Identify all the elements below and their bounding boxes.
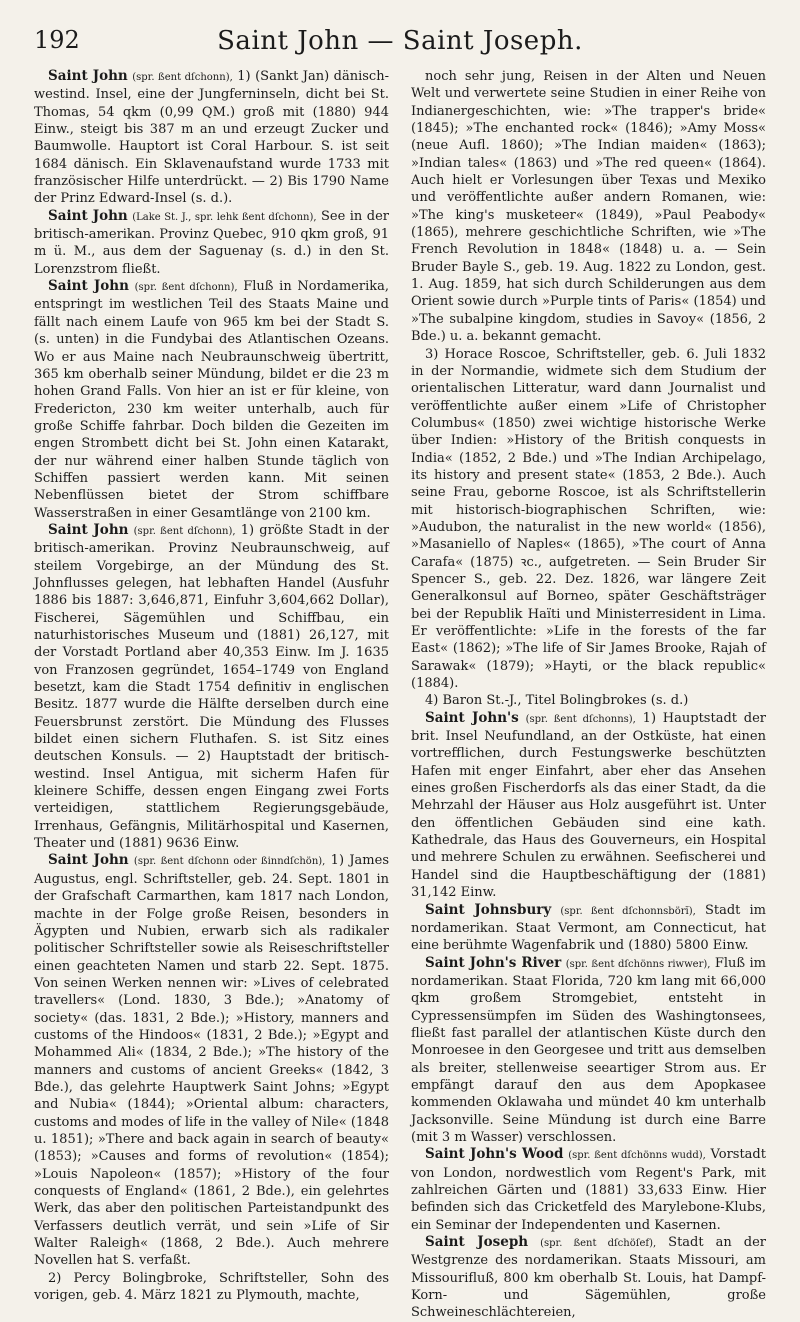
entry-text: Stadt im nordamerikan. Staat Vermont, am Connecticut, hat eine berühmte Wagenfabrik und (1880) 5800 Einw.	[411, 902, 767, 954]
entry-headword: Saint John's	[425, 709, 519, 726]
entry-text: 4) Baron St.-J., Titel Bolingbrokes (s. d.)	[425, 693, 689, 709]
entry-text: Fluß im nordamerikan. Staat Florida, 720 km lang mit 66,000 qkm großem Stromgebiet, entsteht in Cypressensümpfen im Süden des Washingtonsees, fließt fast parallel der atlantischen Küste durch den Monroesee in den Georgesee und tritt aus demselben als breiter, stellenweise seeartiger Strom aus. Er empfängt darauf den aus dem Apopkasee kommenden Oklawaha und mündet 40 km unterhalb Jacksonville. Seine Mündung ist durch eine Barre (mit 3 m Wasser) verschlossen.	[411, 955, 766, 1145]
entry-headword: Saint John	[48, 68, 128, 84]
entry-text: 1) (Sankt Jan) dänisch-westind. Insel, eine der Jungferninseln, dicht bei St. Thomas, 54 qkm (0,99 QM.) groß mit (1880) 944 Einw., steigt bis 387 m an und erzeugt Zucker und Baumwolle. Hauptort ist Coral Harbour. S. ist seit 1684 dänisch. Ein Sklavenaufstand wurde 1733 mit französischer Hilfe unterdrückt. — 2) Bis 1790 Name der Prinz Edward-Insel (s. d.).	[34, 69, 389, 207]
running-head: Saint John — Saint Joseph.	[217, 26, 583, 56]
entry-text: 3) Horace Roscoe, Schriftsteller, geb. 6. Juli 1832 in der Normandie, widmete sich dem Studium der orientalischen Litteratur, ward dann Journalist und veröffentlichte außer einem »Life of Christopher Columbus« (1850) zwei wichtige historische Werke über Indien: »History of the British conquests in India« (1852, 2 Bde.) und »The Indian Archipelago, its history and present state« (1853, 2 Bde.). Auch seine Frau, geborne Roscoe, ist als Schriftstellerin mit historisch-biographischen Schriften, wie: »Audubon, the naturalist in the new world« (1856), »Masaniello of Naples« (1865), »The court of Anna Carafa« (1875) ꝛc., aufgetreten. — Sein Bruder Sir Spencer S., geb. 22. Dez. 1826, war längere Zeit Generalkonsul auf Borneo, später Geschäftsträger bei der Republik Haïti und Ministerresident in Lima. Er veröffentlichte: »Life in the forests of the far East« (1862); »The life of Sir James Brooke, Rajah of Sarawak« (1879); »Hayti, or the black republic« (1884).	[411, 346, 766, 692]
entry-pronunciation: (spr. ßent dſchönns wudd),	[568, 1150, 706, 1162]
entry-pronunciation: (spr. ßent dſchonn oder ßinndſchön),	[133, 856, 326, 868]
dictionary-entry	[411, 1234, 766, 1322]
entry-text: Fluß in Nordamerika, entspringt im westlichen Teil des Staats Maine und fällt nach einem Laufe von 965 km bei der Stadt S. (s. unten) in die Fundybai des Atlantischen Ozeans. Wo er aus Maine nach Neubraunschweig übertritt, 365 km oberhalb seiner Mündung, bildet er die 23 m hohen Grand Falls. Von hier an ist er für kleine, von Fredericton, 230 km weiter unterhalb, auch für große Schiffe fahrbar. Doch bilden die Gezeiten im engen Strombett dicht bei St. John einen Katarakt, der nur während einer halben Stunde täglich von Schiffen passiert werden kann. Mit seinen Nebenflüssen bietet der Strom schiffbare Wasserstraßen in einer Gesamtlänge von 2100 km.	[34, 279, 390, 521]
dictionary-entry	[411, 1146, 766, 1234]
entry-headword: Saint John's Wood	[425, 1146, 564, 1163]
dictionary-entry	[34, 522, 389, 853]
entry-pronunciation: (spr. ßent dſchonn),	[132, 72, 233, 83]
entry-pronunciation: (spr. ßent dſchonn),	[133, 525, 236, 537]
left-column	[34, 68, 390, 1304]
entry-text: Stadt an der Westgrenze des nordamerikan. Staats Missouri, am Missourifluß, 800 km oberhalb St. Louis, hat Dampf-Korn- und Sägemühlen, große Schweineschlächtereien,	[411, 1235, 766, 1321]
entry-headword: Saint Johnsbury	[425, 901, 552, 918]
entry-pronunciation: (Lake St. J., spr. lehk ßent dſchonn),	[132, 211, 317, 223]
entry-text: See in der britisch-amerikan. Provinz Quebec, 910 qkm groß, 91 m ü. M., aus dem der Saguenay (s. d.) in den St. Lorenzstrom fließt.	[34, 208, 389, 277]
dictionary-entry	[34, 852, 389, 1269]
dictionary-entry	[411, 710, 766, 902]
entry-text: 2) Percy Bolingbroke, Schriftsteller, Sohn des vorigen, geb. 4. März 1821 zu Plymouth, machte,	[34, 1270, 389, 1304]
entry-text: noch sehr jung, Reisen in der Alten und Neuen Welt und verwertete seine Studien in einer Reihe von Indianergeschichten, wie: »The trapper's bride« (1845); »The enchanted rock« (1846); »Amy Moss« (neue Aufl. 1860); »The Indian maiden« (1863); »Indian tales« (1863) und »The red queen« (1864). Auch hielt er Vorlesungen über Texas und Mexiko und veröffentlichte außer andern Romanen, wie: »The king's musketeer« (1849), »Paul Peabody« (1865), mehrere geschichtliche Schriften, wie »The French Revolution in 1848« (1848) u. a. — Sein Bruder Bayle S., geb. 19. Aug. 1822 zu London, gest. 1. Aug. 1859, hat sich durch Schilderungen aus dem Orient sowie durch »Purple tints of Paris« (1854) und »The subalpine kingdom, studies in Savoy« (1856, 2 Bde.) u. a. bekannt gemacht.	[411, 69, 766, 345]
right-column	[411, 68, 767, 1321]
entry-pronunciation: (spr. ßent dſchonns),	[525, 713, 636, 725]
text-columns	[34, 68, 767, 1321]
entry-pronunciation: (spr. ßent dſchonn),	[134, 282, 238, 294]
entry-headword: Saint John	[48, 852, 129, 869]
page-header	[34, 26, 766, 60]
entry-text: 1) James Augustus, engl. Schriftsteller, geb. 24. Sept. 1801 in der Grafschaft Carmarthen, kam 1817 nach London, machte in der Folge große Reisen, besonders in Ägypten und Nubien, erwarb sich als radikaler politischer Schriftsteller sowie als Reiseschriftsteller einen geachteten Namen und starb 22. Sept. 1875. Von seinen Werken nennen wir: »Lives of celebrated travellers« (Lond. 1830, 3 Bde.); »Anatomy of society« (das. 1831, 2 Bde.); »History, manners and customs of the Hindoos« (1831, 2 Bde.); »Egypt and Mohammed Ali« (1834, 2 Bde.); »The history of the manners and customs of ancient Greeks« (1842, 3 Bde.), das gelehrte Hauptwerk Saint Johns; »Egypt and Nubia« (1844); »Oriental album: characters, customs and modes of life in the valley of Nile« (1848 u. 1851); »There and back again in search of beauty« (1853); »Causes and forms of revolution« (1854); »Louis Napoleon« (1857); »History of the four conquests of England« (1861, 2 Bde.), ein gelehrtes Werk, das aber den politischen Parteistandpunkt des Verfassers deutlich verrät, und sein »Life of Sir Walter Raleigh« (1868, 2 Bde.). Auch mehrere Novellen hat S. verfaßt.	[34, 853, 389, 1269]
entry-headword: Saint John's River	[425, 954, 562, 971]
entry-subsection	[411, 68, 766, 346]
page-number: 192	[34, 26, 80, 54]
entry-subsection	[411, 346, 766, 693]
dictionary-entry	[411, 902, 766, 955]
dictionary-entry	[34, 68, 389, 208]
dictionary-entry	[34, 278, 389, 522]
entry-headword: Saint Joseph	[425, 1234, 529, 1251]
entry-headword: Saint John	[48, 521, 129, 538]
entry-headword: Saint John	[48, 278, 129, 295]
entry-pronunciation: (spr. ßent dſchönns riwwer),	[565, 958, 711, 970]
entry-text: Vorstadt von London, nordwestlich vom Regent's Park, mit zahlreichen Gärten und (1881) 33,633 Einw. Hier befinden sich das Cricketfeld des Marylebone-Klubs, ein Seminar der Independenten und Kasernen.	[411, 1147, 766, 1233]
dictionary-entry	[34, 208, 389, 278]
entry-text: 1) Hauptstadt der brit. Insel Neufundland, an der Ostküste, hat einen vortrefflichen, durch Festungswerke beschützten Hafen mit enger Einfahrt, aber eher das Ansehen eines großen Fischerdorfs als das einer Stadt, da die Mehrzahl der Häuser aus Holz ausgeführt ist. Unter den öffentlichen Gebäuden sind eine kath. Kathedrale, das Haus des Gouverneurs, ein Hospital und mehrere Schulen zu erwähnen. Seefischerei und Handel sind die Hauptbeschäftigung der (1881) 31,142 Einw.	[411, 710, 767, 901]
entry-headword: Saint John	[48, 207, 128, 224]
entry-text: 1) größte Stadt in der britisch-amerikan. Provinz Neubraunschweig, auf steilem Vorgebirge, an der Mündung des St. Johnflusses gelegen, hat lebhaften Handel (Ausfuhr 1886 bis 1887: 3,646,871, Einfuhr 3,604,662 Dollar), Fischerei, Sägemühlen und Schiffbau, ein naturhistorisches Museum und (1881) 26,127, mit der Vorstadt Portland aber 40,353 Einw. Im J. 1635 von Franzosen gegründet, 1654–1749 von England besetzt, kam die Stadt 1754 definitiv in englischen Besitz. 1877 wurde die Hälfte derselben durch eine Feuersbrunst zerstört. Die Mündung des Flusses bildet einen sichern Fluthafen. S. ist Sitz eines deutschen Konsuls. — 2) Hauptstadt der britisch-westind. Insel Antigua, mit sicherm Hafen für kleinere Schiffe, dessen engen Eingang zwei Forts verteidigen, stattlichem Regierungsgebäude, Irrenhaus, Gefängnis, Militärhospital und Kasernen, Theater und (1881) 9636 Einw.	[34, 522, 389, 852]
dictionary-entry	[411, 955, 766, 1147]
entry-pronunciation: (spr. ßent dſchonnsbörĭ),	[560, 905, 696, 917]
entry-pronunciation: (spr. ßent dſchöſef),	[540, 1238, 657, 1250]
entry-subsection	[411, 692, 766, 709]
